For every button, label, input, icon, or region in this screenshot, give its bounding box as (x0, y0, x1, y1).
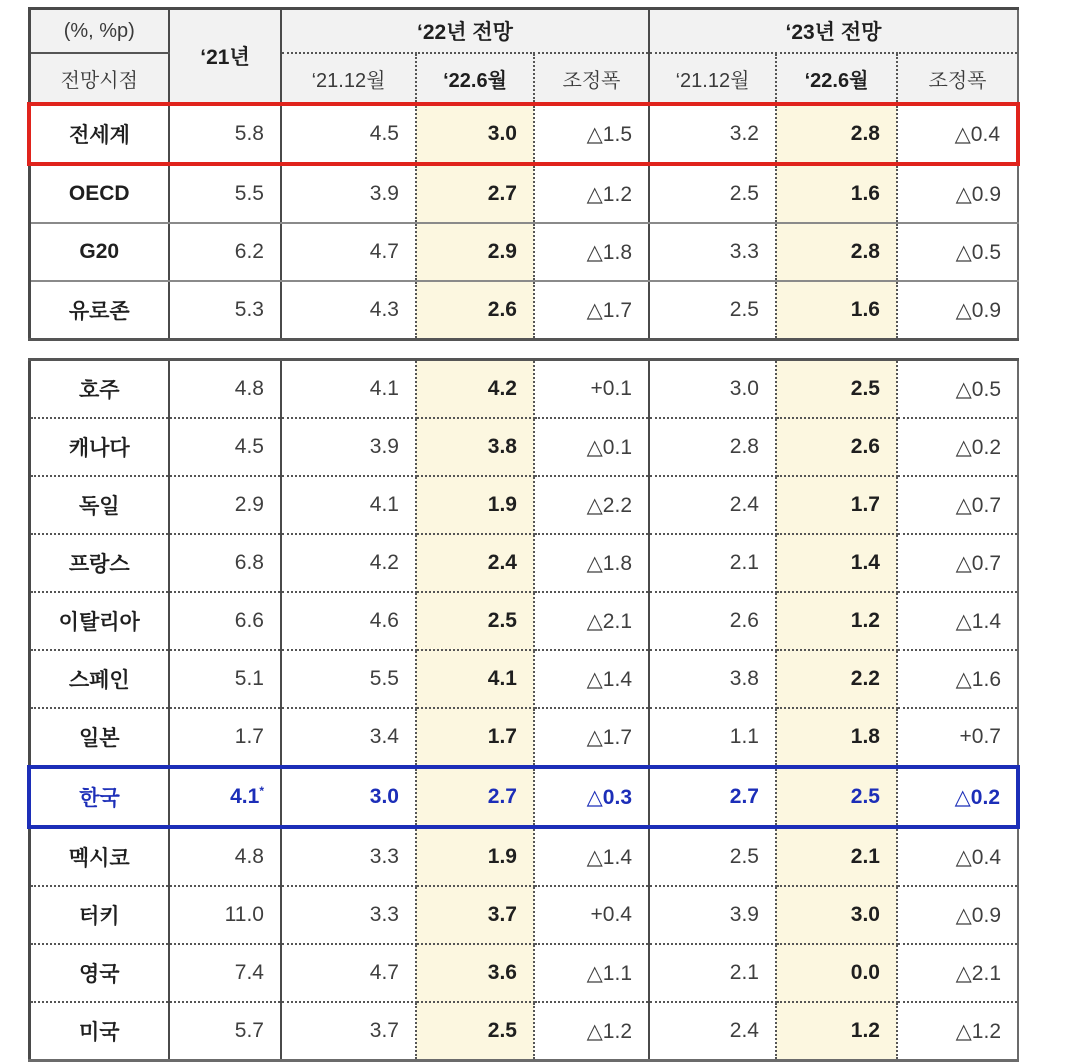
table-cell: 6.2 (169, 223, 281, 281)
table-cell: △0.1 (534, 418, 649, 476)
table-row (29, 223, 1018, 281)
table-cell: 2.4 (416, 534, 534, 592)
table-cell: 4.2 (416, 360, 534, 419)
table-body (29, 104, 1018, 1061)
table-cell: △0.9 (897, 886, 1018, 944)
table-cell: △0.2 (897, 418, 1018, 476)
table-cell: 3.9 (281, 164, 416, 223)
table-cell: 4.1 (416, 650, 534, 708)
table-row (29, 1002, 1018, 1061)
table-cell: 7.4 (169, 944, 281, 1002)
table-cell: 5.5 (281, 650, 416, 708)
footnote-marker: * (259, 784, 264, 798)
table-cell: △1.6 (897, 650, 1018, 708)
col-header-2206: ‘22.6월 (776, 53, 897, 104)
table-cell: △1.8 (534, 534, 649, 592)
row-label: 스페인 (29, 650, 169, 708)
table-cell: 2.5 (649, 281, 776, 340)
table-cell: 1.7 (416, 708, 534, 767)
table-cell: △2.1 (897, 944, 1018, 1002)
table-cell: △0.2 (897, 767, 1018, 827)
table-cell: 4.6 (281, 592, 416, 650)
row-label: 유로존 (29, 281, 169, 340)
table-cell: 3.2 (649, 104, 776, 164)
table-cell: △1.2 (897, 1002, 1018, 1061)
table-cell: 3.8 (416, 418, 534, 476)
table-cell: 4.5 (169, 418, 281, 476)
table-cell: △0.3 (534, 767, 649, 827)
table-cell: 1.9 (416, 476, 534, 534)
table-cell: △0.4 (897, 827, 1018, 886)
table-cell: △0.5 (897, 360, 1018, 419)
table-cell: △0.9 (897, 281, 1018, 340)
table-row (29, 104, 1018, 164)
table-row (29, 592, 1018, 650)
table-cell: △0.7 (897, 476, 1018, 534)
table-cell: 5.7 (169, 1002, 281, 1061)
table-row (29, 476, 1018, 534)
table-cell: 5.1 (169, 650, 281, 708)
row-label: 이탈리아 (29, 592, 169, 650)
row-label: 프랑스 (29, 534, 169, 592)
table-cell: 4.2 (281, 534, 416, 592)
table-cell: 2.7 (416, 164, 534, 223)
row-label: 캐나다 (29, 418, 169, 476)
table-cell: 4.1 (281, 476, 416, 534)
section-gap-cell (29, 340, 1018, 360)
col-header-2112: ‘21.12월 (281, 53, 416, 104)
table-cell: 2.8 (776, 223, 897, 281)
table-cell: 5.8 (169, 104, 281, 164)
col-header-adjustment: 조정폭 (534, 53, 649, 104)
table-cell: 0.0 (776, 944, 897, 1002)
table-cell: 2.9 (169, 476, 281, 534)
forecast-table (27, 7, 1020, 1062)
table-cell: 2.6 (776, 418, 897, 476)
row-label: 터키 (29, 886, 169, 944)
table-cell: △0.4 (897, 104, 1018, 164)
table-cell: 2.4 (649, 1002, 776, 1061)
table-cell: 2.6 (649, 592, 776, 650)
table-cell: △1.7 (534, 281, 649, 340)
col-header-2206: ‘22.6월 (416, 53, 534, 104)
table-cell: +0.1 (534, 360, 649, 419)
table-cell: △1.4 (534, 650, 649, 708)
table-cell: 5.3 (169, 281, 281, 340)
table-cell: △1.1 (534, 944, 649, 1002)
table-cell: △2.2 (534, 476, 649, 534)
row-label: 전세계 (29, 104, 169, 164)
table-cell: 1.6 (776, 164, 897, 223)
table-cell: △1.2 (534, 164, 649, 223)
table-cell: 2.6 (416, 281, 534, 340)
table-cell: 6.8 (169, 534, 281, 592)
row-label: 멕시코 (29, 827, 169, 886)
table-row (29, 418, 1018, 476)
table-cell: 1.2 (776, 1002, 897, 1061)
row-label: 한국 (29, 767, 169, 827)
table-cell: 11.0 (169, 886, 281, 944)
table-cell: 3.3 (281, 827, 416, 886)
table-cell: 2.5 (649, 827, 776, 886)
table-cell: 3.3 (281, 886, 416, 944)
table-cell: △1.8 (534, 223, 649, 281)
table-cell: 2.5 (416, 1002, 534, 1061)
table-cell: 4.3 (281, 281, 416, 340)
table-cell: 4.1 (281, 360, 416, 419)
col-group-2023-forecast: ‘23년 전망 (649, 9, 1018, 54)
table-cell: 2.5 (776, 767, 897, 827)
table-cell: 3.9 (649, 886, 776, 944)
table-cell: 4.8 (169, 360, 281, 419)
col-header-year21: ‘21년 (169, 9, 281, 105)
table-cell: 2.5 (649, 164, 776, 223)
table-cell: 3.4 (281, 708, 416, 767)
corner-label: 전망시점 (29, 53, 169, 104)
table-cell: 3.0 (649, 360, 776, 419)
table-cell: △1.4 (534, 827, 649, 886)
table-cell: △0.7 (897, 534, 1018, 592)
row-label: G20 (29, 223, 169, 281)
table-cell: △2.1 (534, 592, 649, 650)
table-cell: 2.8 (649, 418, 776, 476)
table-cell: 2.7 (649, 767, 776, 827)
table-cell: 1.4 (776, 534, 897, 592)
table-cell: 4.7 (281, 223, 416, 281)
table-cell: 3.7 (416, 886, 534, 944)
section-gap (29, 340, 1018, 360)
table-cell: 1.2 (776, 592, 897, 650)
table-cell: 2.1 (776, 827, 897, 886)
table-cell: 3.0 (776, 886, 897, 944)
table-row (29, 767, 1018, 827)
table-row (29, 650, 1018, 708)
table-cell: 5.5 (169, 164, 281, 223)
table-cell: 2.1 (649, 944, 776, 1002)
row-label: 미국 (29, 1002, 169, 1061)
table-row (29, 164, 1018, 223)
table-cell: 3.7 (281, 1002, 416, 1061)
table-cell: △1.7 (534, 708, 649, 767)
table-row (29, 944, 1018, 1002)
table-cell: 1.6 (776, 281, 897, 340)
table-cell: 1.8 (776, 708, 897, 767)
table-cell: 2.9 (416, 223, 534, 281)
table-cell: △0.9 (897, 164, 1018, 223)
table-row (29, 360, 1018, 419)
table-cell: 4.7 (281, 944, 416, 1002)
table-cell: 1.9 (416, 827, 534, 886)
cell-value: 4.1 (230, 785, 260, 808)
col-header-adjustment: 조정폭 (897, 53, 1018, 104)
table-cell: 1.7 (776, 476, 897, 534)
table-cell: 6.6 (169, 592, 281, 650)
table-row (29, 708, 1018, 767)
row-label: OECD (29, 164, 169, 223)
table-row (29, 534, 1018, 592)
table-cell: 1.7 (169, 708, 281, 767)
table-cell: △0.5 (897, 223, 1018, 281)
table-cell: 3.0 (281, 767, 416, 827)
table-row (29, 827, 1018, 886)
col-header-2112: ‘21.12월 (649, 53, 776, 104)
table-cell: 2.2 (776, 650, 897, 708)
table-cell: △1.5 (534, 104, 649, 164)
table-cell: △1.4 (897, 592, 1018, 650)
table-cell: 2.4 (649, 476, 776, 534)
row-label: 일본 (29, 708, 169, 767)
unit-label: (%, %p) (29, 9, 169, 54)
forecast-table-container (27, 7, 1020, 1062)
table-header (29, 9, 1018, 105)
table-cell: △1.2 (534, 1002, 649, 1061)
table-cell: 2.7 (416, 767, 534, 827)
table-cell: +0.4 (534, 886, 649, 944)
table-cell: 3.8 (649, 650, 776, 708)
table-cell: 4.5 (281, 104, 416, 164)
row-label: 독일 (29, 476, 169, 534)
table-cell: 3.6 (416, 944, 534, 1002)
table-cell: 4.8 (169, 827, 281, 886)
table-cell: 2.1 (649, 534, 776, 592)
table-cell: 3.9 (281, 418, 416, 476)
table-cell (169, 767, 281, 827)
table-cell: 2.8 (776, 104, 897, 164)
table-row (29, 886, 1018, 944)
table-cell: 3.0 (416, 104, 534, 164)
table-cell: 1.1 (649, 708, 776, 767)
table-cell: +0.7 (897, 708, 1018, 767)
col-group-2022-forecast: ‘22년 전망 (281, 9, 649, 54)
header-row-groups (29, 9, 1018, 54)
row-label: 영국 (29, 944, 169, 1002)
table-row (29, 281, 1018, 340)
table-cell: 3.3 (649, 223, 776, 281)
row-label: 호주 (29, 360, 169, 419)
table-cell: 2.5 (776, 360, 897, 419)
table-cell: 2.5 (416, 592, 534, 650)
